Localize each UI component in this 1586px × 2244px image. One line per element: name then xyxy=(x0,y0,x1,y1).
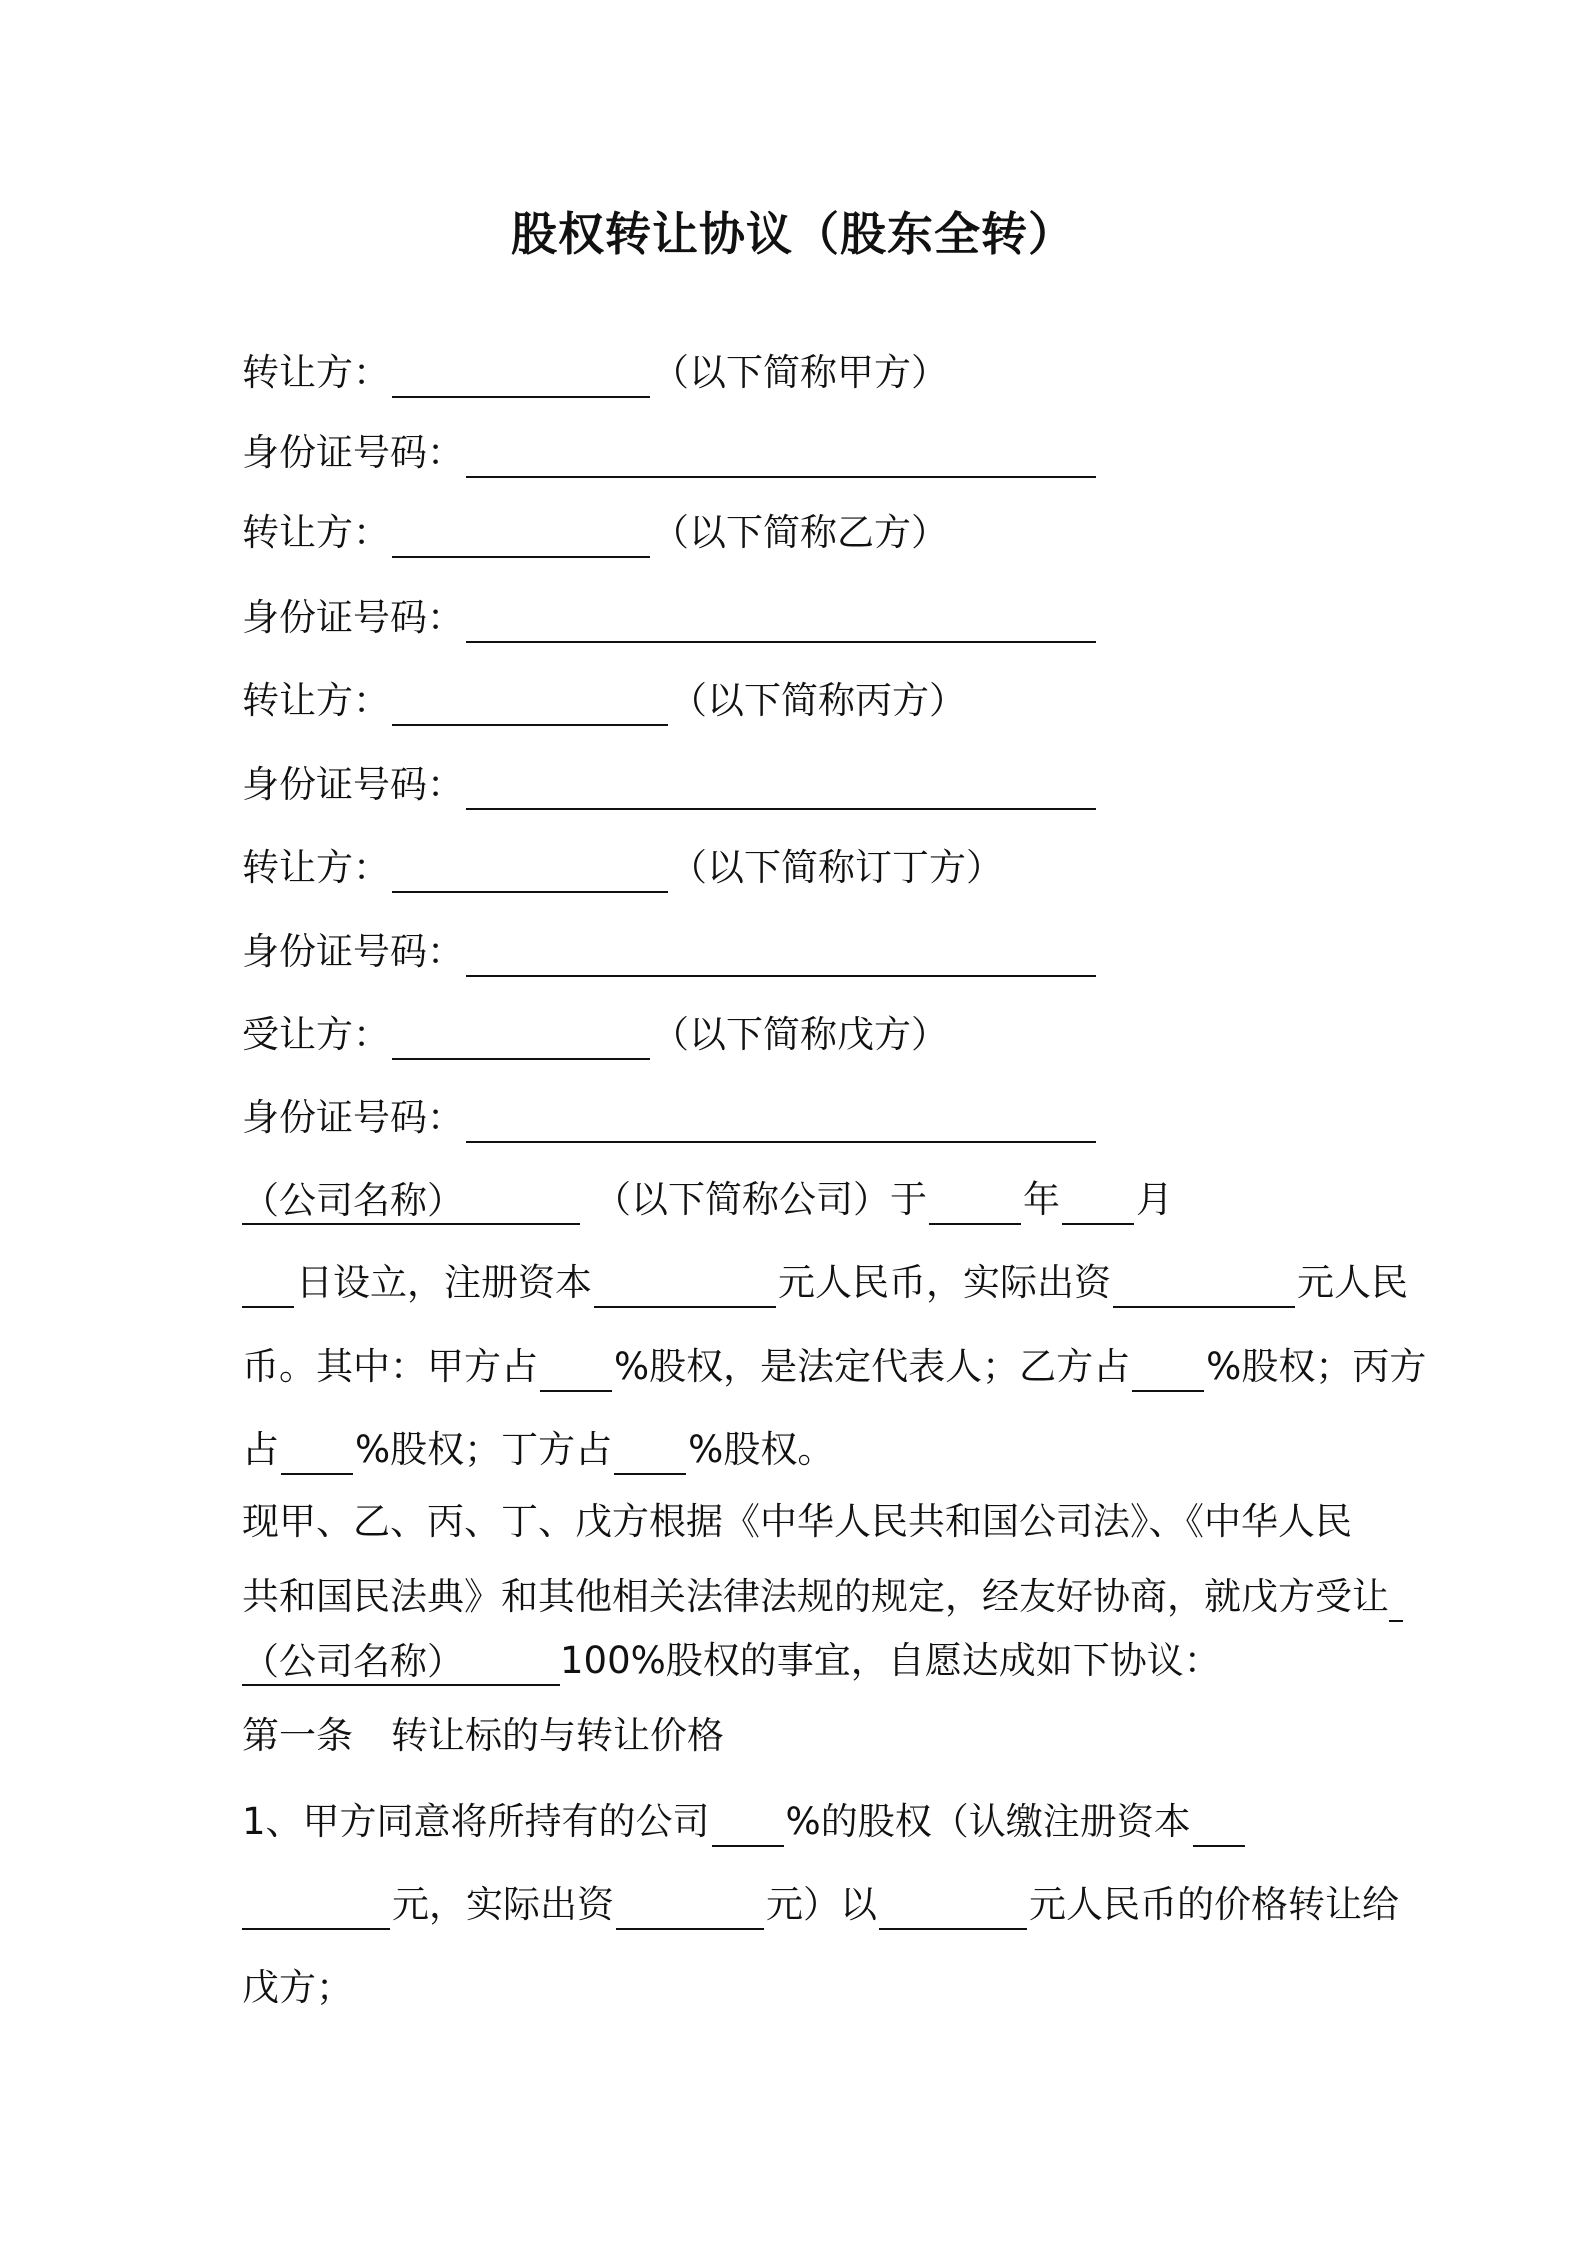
party-role-label: 受让方： xyxy=(242,1013,390,1056)
pct-ding-text: %股权；丁方占 xyxy=(355,1428,613,1471)
id-label: 身份证号码： xyxy=(242,431,464,474)
party-role-label: 转让方： xyxy=(242,351,390,394)
clause-1-line-3: 戊方； xyxy=(242,1966,353,2009)
company-line-2 xyxy=(242,1258,1408,1312)
id-line-yi xyxy=(242,593,1098,647)
zhan-text: 占 xyxy=(242,1428,279,1471)
party-line-yi xyxy=(242,508,948,562)
id-number-blank[interactable] xyxy=(466,764,1096,810)
id-number-blank[interactable] xyxy=(466,432,1096,478)
id-line-ding xyxy=(242,927,1098,981)
clause-1-line-1 xyxy=(242,1797,1247,1851)
article-title: 转让标的与转让价格 xyxy=(391,1714,724,1757)
pct-bing-text: %股权；丙方 xyxy=(1206,1345,1427,1388)
id-line-wu xyxy=(242,1093,1098,1147)
document-title: 股权转让协议（股东全转） xyxy=(511,207,1075,261)
party-line-bing xyxy=(242,676,966,730)
company-line-1 xyxy=(242,1175,1173,1229)
preamble-line-3 xyxy=(242,1636,1221,1690)
preamble-line-1: 现甲、乙、丙、丁、戊方根据《中华人民共和国公司法》、《中华人民 xyxy=(242,1500,1352,1543)
preamble-line-3-text: 100%股权的事宜，自愿达成如下协议： xyxy=(560,1639,1221,1682)
company-name-field[interactable]: （公司名称） xyxy=(242,1640,560,1686)
id-line-bing xyxy=(242,760,1098,814)
preamble-line-2-text: 共和国民法典》和其他相关法律法规的规定，经友好协商，就戊方受让 xyxy=(242,1575,1389,1618)
year-label: 年 xyxy=(1023,1178,1060,1221)
company-line-3 xyxy=(242,1342,1426,1396)
party-role-label: 转让方： xyxy=(242,511,390,554)
party-alias: （以下简称乙方） xyxy=(652,511,948,554)
clause-text: 1、甲方同意将所持有的公司 xyxy=(242,1800,710,1843)
party-alias: （以下简称甲方） xyxy=(652,351,948,394)
day-set-text: 日设立，注册资本 xyxy=(296,1261,592,1304)
id-label: 身份证号码： xyxy=(242,1096,464,1139)
bing-percent-blank[interactable] xyxy=(281,1429,353,1475)
yi-percent-blank[interactable] xyxy=(1132,1346,1204,1392)
month-blank[interactable] xyxy=(1062,1179,1134,1225)
pct-end-text: %股权。 xyxy=(688,1428,835,1471)
company-line-4 xyxy=(242,1425,834,1479)
year-blank[interactable] xyxy=(929,1179,1021,1225)
bi-among-text: 币。其中：甲方占 xyxy=(242,1345,538,1388)
registered-capital-blank[interactable] xyxy=(594,1262,776,1308)
price-blank[interactable] xyxy=(879,1884,1027,1930)
clause-text: 元人民币的价格转让给 xyxy=(1029,1883,1399,1926)
party-name-blank[interactable] xyxy=(392,1014,650,1060)
actual-paid-blank[interactable] xyxy=(616,1884,764,1930)
party-role-label: 转让方： xyxy=(242,846,390,889)
actual-capital-blank[interactable] xyxy=(1113,1262,1295,1308)
preamble-line-2 xyxy=(242,1572,1403,1626)
id-line-jia xyxy=(242,428,1098,482)
clause-text: 元）以 xyxy=(766,1883,877,1926)
party-name-blank[interactable] xyxy=(392,847,668,893)
party-alias: （以下简称戊方） xyxy=(652,1013,948,1056)
clause-1-line-2 xyxy=(242,1880,1399,1934)
trailing-blank[interactable] xyxy=(1389,1576,1403,1622)
share-percent-blank[interactable] xyxy=(712,1801,784,1847)
id-number-blank[interactable] xyxy=(466,597,1096,643)
party-line-wu xyxy=(242,1010,948,1064)
id-number-blank[interactable] xyxy=(466,1097,1096,1143)
party-name-blank[interactable] xyxy=(392,352,650,398)
party-line-jia xyxy=(242,348,948,402)
clause-text: 元，实际出资 xyxy=(392,1883,614,1926)
party-line-ding xyxy=(242,843,1003,897)
yuan-ren-min-text: 元人民 xyxy=(1297,1261,1408,1304)
day-blank[interactable] xyxy=(242,1262,294,1308)
subscribed-capital-blank-cont[interactable] xyxy=(242,1884,390,1930)
party-name-blank[interactable] xyxy=(392,512,650,558)
pct-legal-text: %股权，是法定代表人；乙方占 xyxy=(614,1345,1131,1388)
party-alias: （以下简称订丁方） xyxy=(670,846,1003,889)
company-name-field[interactable]: （公司名称） xyxy=(242,1179,580,1225)
party-alias: （以下简称丙方） xyxy=(670,679,966,722)
jia-percent-blank[interactable] xyxy=(540,1346,612,1392)
ding-percent-blank[interactable] xyxy=(614,1429,686,1475)
article-number: 第一条 xyxy=(242,1714,353,1757)
party-role-label: 转让方： xyxy=(242,679,390,722)
id-label: 身份证号码： xyxy=(242,596,464,639)
yuan-actual-text: 元人民币，实际出资 xyxy=(778,1261,1111,1304)
subscribed-capital-blank[interactable] xyxy=(1193,1801,1245,1847)
id-label: 身份证号码： xyxy=(242,930,464,973)
company-alias: （以下简称公司）于 xyxy=(594,1178,927,1221)
id-label: 身份证号码： xyxy=(242,763,464,806)
clause-text: %的股权（认缴注册资本 xyxy=(785,1800,1191,1843)
id-number-blank[interactable] xyxy=(466,931,1096,977)
month-label: 月 xyxy=(1136,1178,1173,1221)
article-1-heading xyxy=(242,1711,724,1765)
party-name-blank[interactable] xyxy=(392,680,668,726)
